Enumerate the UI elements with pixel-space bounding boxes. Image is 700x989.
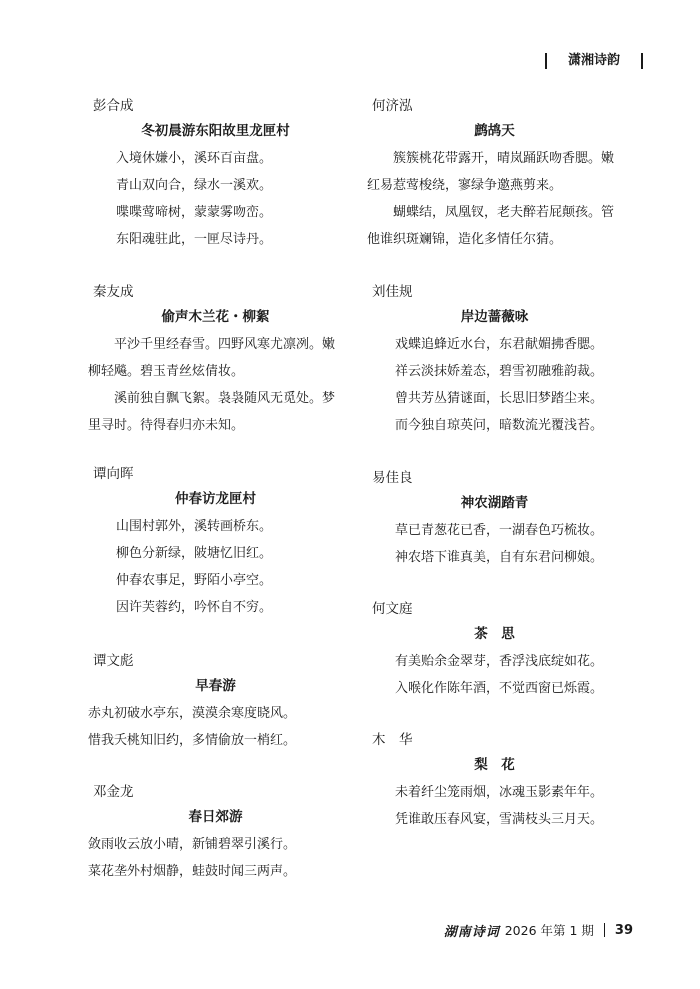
poem-body xyxy=(88,145,343,253)
poem-line: 赤丸初破水亭东，漠漠余寒度晓风。 xyxy=(88,706,297,721)
poem-line: 蝴蝶结，凤凰钗，老夫醉若屁颠孩。管 xyxy=(393,205,615,220)
author-name: 何文庭 xyxy=(372,601,413,617)
poem-title: 偷声木兰花・柳絮 xyxy=(161,309,270,325)
poem-body xyxy=(88,513,343,621)
poem-title: 梨 花 xyxy=(474,757,515,773)
magazine-logo: 湖南诗词 xyxy=(443,924,500,940)
poem-body xyxy=(367,145,622,253)
poem-entry xyxy=(367,730,622,833)
poem-body xyxy=(367,779,622,833)
poem-body xyxy=(367,517,622,571)
footer-divider xyxy=(604,923,605,937)
poem-line: 溪前独自飘飞絮。袅袅随风无觅处。梦 xyxy=(114,391,336,406)
poem-entry xyxy=(367,599,622,702)
poem-line: 他谁织斑斓锦，造化多情任尔猜。 xyxy=(367,232,563,247)
author-name: 谭向晖 xyxy=(93,466,134,482)
poem-line: 未着纤尘笼雨烟，冰魂玉影素年年。 xyxy=(395,785,604,800)
poem-body xyxy=(88,700,343,754)
author-name: 彭合成 xyxy=(93,98,134,114)
poem-body xyxy=(88,331,343,439)
poem-line: 里寻时。待得春归亦未知。 xyxy=(88,418,245,433)
poem-line: 平沙千里经春雪。四野风寒尤凛冽。嫩 xyxy=(114,337,336,352)
page-footer xyxy=(444,920,633,940)
header-bar-right xyxy=(641,53,643,69)
poem-title: 早春游 xyxy=(195,678,236,694)
author-name: 邓金龙 xyxy=(93,784,134,800)
poem-entry xyxy=(88,282,343,439)
poem-title: 岸边蔷薇咏 xyxy=(460,309,529,325)
poem-line: 入喉化作陈年酒，不觉西窗已烁霞。 xyxy=(395,681,604,696)
issue-label: 2026 年第 1 期 xyxy=(504,923,594,938)
poem-entry xyxy=(367,282,622,439)
author-name: 谭文彪 xyxy=(93,653,134,669)
poem-body xyxy=(88,831,343,885)
poem-line: 戏蝶追蜂近水台，东君献媚拂香腮。 xyxy=(395,337,604,352)
poem-entry xyxy=(88,96,343,253)
poem-title: 神农湖踏青 xyxy=(460,495,529,511)
poem-entry xyxy=(88,651,343,754)
author-name: 木 华 xyxy=(372,732,413,748)
author-name: 何济泓 xyxy=(372,98,413,114)
poem-title: 仲春访龙匣村 xyxy=(175,491,256,507)
poem-entry xyxy=(88,464,343,621)
poem-title: 春日郊游 xyxy=(188,809,243,825)
poem-line: 入境休嫌小，溪环百亩盘。 xyxy=(116,151,273,166)
author-name: 秦友成 xyxy=(93,284,134,300)
poem-title: 鹧鸪天 xyxy=(474,123,515,139)
poem-body xyxy=(367,331,622,439)
poem-line: 而今独自琼英问，暗数流光覆浅苔。 xyxy=(395,418,604,433)
poem-line: 仲春农事足，野陌小亭空。 xyxy=(116,573,273,588)
poem-entry xyxy=(367,468,622,571)
poem-line: 柳轻飚。碧玉青丝炫倩妆。 xyxy=(88,364,245,379)
poem-line: 喋喋莺啼树，蒙蒙雾吻峦。 xyxy=(116,205,273,220)
poem-line: 草已青葱花已香，一湖春色巧梳妆。 xyxy=(395,523,604,538)
poem-title: 冬初晨游东阳故里龙匣村 xyxy=(141,123,290,139)
poem-line: 柳色分新绿，陂塘忆旧红。 xyxy=(116,546,273,561)
poem-line: 青山双向合，绿水一溪欢。 xyxy=(116,178,273,193)
poem-line: 山围村郭外，溪转画桥东。 xyxy=(116,519,273,534)
poem-entry xyxy=(88,782,343,885)
poem-body xyxy=(367,648,622,702)
poem-line: 菜花垄外村烟静，蛙鼓时闻三两声。 xyxy=(88,864,297,879)
author-name: 易佳良 xyxy=(372,470,413,486)
poem-line: 簇簇桃花带露开，晴岚踊跃吻香腮。嫩 xyxy=(393,151,615,166)
poem-entry xyxy=(367,96,622,253)
author-name: 刘佳规 xyxy=(372,284,413,300)
section-title: 潇湘诗韵 xyxy=(567,53,620,68)
poem-line: 敛雨收云放小晴，新铺碧翠引溪行。 xyxy=(88,837,297,852)
poem-line: 有美贻余金翠芽，香浮浅底绽如花。 xyxy=(395,654,604,669)
poem-title: 茶 思 xyxy=(474,626,515,642)
poem-line: 东阳魂驻此，一匣尽诗丹。 xyxy=(116,232,273,247)
poem-line: 因许芙蓉约，吟怀自不穷。 xyxy=(116,600,273,615)
section-header xyxy=(545,52,643,70)
poem-line: 曾共芳丛猜谜面，长思旧梦踏尘来。 xyxy=(395,391,604,406)
poem-line: 神农塔下谁真美，自有东君问柳娘。 xyxy=(395,550,604,565)
poem-line: 凭谁敢压春风宴，雪满枝头三月天。 xyxy=(395,812,604,827)
poem-line: 惜我夭桃知旧约，多情偷放一梢红。 xyxy=(88,733,297,748)
poem-line: 红易惹莺梭绕，寥绿争邀燕剪来。 xyxy=(367,178,563,193)
page-number: 39 xyxy=(614,922,633,938)
poem-line: 祥云淡抹娇羞态，碧雪初融雅韵裁。 xyxy=(395,364,604,379)
